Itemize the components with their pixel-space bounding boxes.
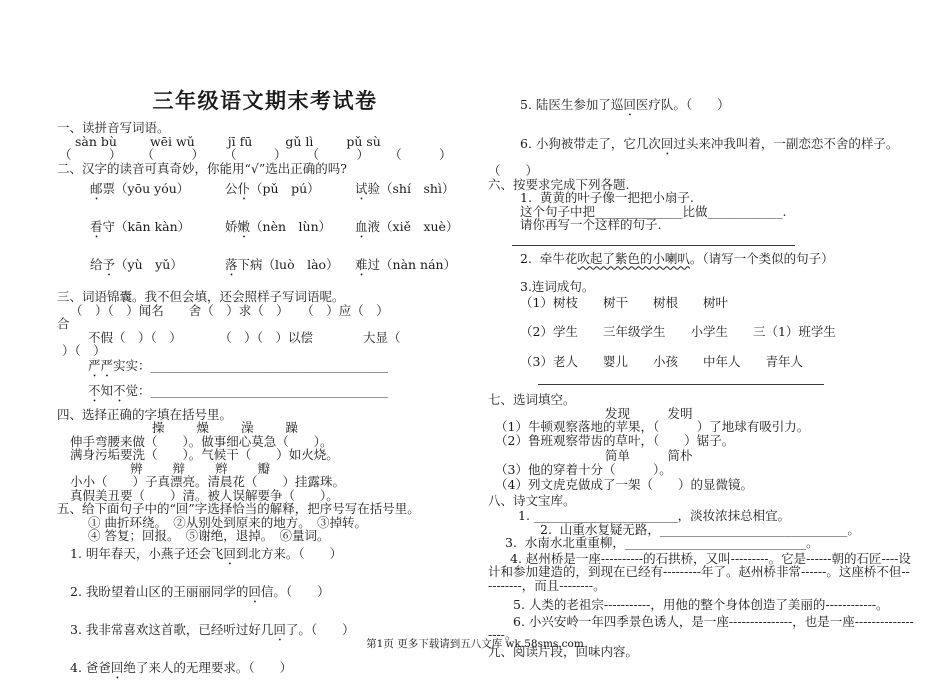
fill-sentence: （3）他的穿着十分（ ）。 [495,461,672,477]
wavy-underlined-text: 吹起了紫色的小喇叭 [577,250,690,266]
word-text: （pǔ pú） [250,181,320,196]
sentence-text: 5. 陆医生参加了巡 [520,97,624,112]
definitions-line: ① 曲折环绕。 ②从别处到原来的地方。 ③掉转。 [88,514,367,530]
answer-bracket: （ ） [389,147,452,162]
answer-bracket: （ ） [59,147,122,162]
poem-fill-line: 1. _______________________，淡妆浓抹总相宜。 [518,508,791,523]
word-choice [355,181,473,203]
right-column [488,97,914,658]
word-choice [355,257,473,279]
answer-bracket-line: （ ） [488,163,539,178]
poem-fill-line: 2. 山重水复疑无路，______________________________。 [540,521,860,537]
pinyin-word: wēi wǔ [149,133,195,149]
section2-header: 二、汉字的读音可真奇妙，你能用“√”选出正确的吗? [57,160,347,176]
word-text: 守（kān kàn） [102,219,191,234]
pattern-word-line [57,358,473,380]
dotted-char: 不 [113,382,126,398]
word-choice [225,219,355,241]
sentence-text: 2. 牵牛花 [520,250,578,266]
dotted-char: 血 [355,219,368,234]
candidate-char: 澡 [241,420,254,435]
word-text: （yù yǔ） [115,257,183,272]
pinyin-choice-row [57,257,473,279]
option-words: 发现 发明 [605,405,693,421]
dotted-char: 予 [102,257,116,272]
word-text: 验（shí shì） [367,181,455,196]
idiom-fill-line: （ ）（ ）闻名 舍（ ）求（ ） （ ）应（ ） [70,302,389,318]
word-group-line: （1）树枝 树干 树根 树叶 [520,294,728,310]
candidate-char: 辫 [215,460,228,476]
write-blank: ______________________________________ [150,382,389,398]
prompt-line: 请你再写一个这样的句子. [520,217,662,232]
section1-bracket-row [57,148,473,162]
answer-bracket: （ ） [141,147,205,162]
section5-header: 五、给下面句子中的“回”字选择恰当的解释，把序号写在括号里。 [57,501,420,516]
poem-fill-line: 3. 水南水北重重柳，_____________________________。 [505,535,819,550]
passage-fill-paragraph: 4. 赵州桥是一座----------的石拱桥，又叫---------。它是------朝的石匠----设计和参加建造的，到现在已经有---------年了。赵州桥非常------。这座桥不但----------，而且--------。 [488,550,911,593]
sentence-text: 到北方来。（ ） [235,545,343,561]
dotted-char: 回 [273,621,286,637]
word-group-line: （2）学生 三年级学生 小学生 三（1）班学生 [520,324,836,339]
fill-sentence: （4）列文虎克做成了一架（ ）的显微镜。 [495,477,753,492]
fill-sentence: （1）牛顿观察落地的苹果，（ ）了地球有吸引力。 [495,419,810,434]
pinyin-word: gǔ lì [285,133,314,149]
fill-sentence: 真假美丑要（ ）清。被人误解要争（ ）。 [70,487,339,503]
sentence-item [488,136,914,158]
word-choice [225,257,355,279]
fill-sentence: 这个句子中把______________比做____________. [520,203,787,219]
sentence-text: 绝了来人的无理要求。（ ） [123,659,293,675]
example-sentence: 1. 黄黄的叶子像一把把小扇子. [520,190,694,205]
candidate-char: 操 [152,420,165,435]
fill-sentence: 伸手弯腰来做（ ）。做事细心莫急（ ）。 [70,433,333,449]
word-choice [90,219,225,241]
section7-header: 七、选词填空。 [488,392,576,407]
idiom-wrap-brackets: ）（ ） [62,343,106,358]
sentence-text: 过头来冲我叫着，一副恋恋不舍的样子。 [673,136,899,151]
dotted-char: 仆 [237,181,251,196]
word-text: 下病（luò lào） [237,257,339,272]
dotted-char: 严严 [88,357,114,373]
section3-header: 三、词语锦囊。我不但会填，还会照样子写词语呢。 [57,289,345,304]
page-footer: 第1页 更多下载请到五八文库 wk.58sms.com [366,638,584,650]
pinyin-word: sàn bù [75,133,117,149]
sentence-item [57,546,473,568]
dotted-char: 不 [88,382,101,398]
sentence-text: 2. 我盼望着山区的王丽丽同学的 [70,583,249,599]
section1-header: 一、读拼音写词语。 [57,120,170,135]
dotted-char: 回 [110,659,124,675]
write-blank: ______________________________________ [150,357,389,373]
word-text: 知 [100,382,114,398]
word-text: 娇 [225,219,238,234]
candidate-char: 燥 [196,420,210,435]
word-text: 票（yōu yóu） [102,181,190,196]
dotted-char: 嫩 [237,219,251,234]
word-text: 液（xiě xuè） [367,219,459,234]
word-text: （nèn lùn） [250,219,332,234]
pinyin-word: jī fū [227,133,253,149]
dotted-char: 落 [225,257,238,272]
definitions-line: ④ 答复；回报。 ⑤谢绝，退掉。 ⑥量词。 [88,528,330,543]
word-choice [90,181,225,203]
pinyin-choice-row [57,219,473,241]
candidate-char: 辩 [172,460,186,476]
pinyin-choice-row [57,181,473,203]
answer-bracket: （ ） [224,147,287,162]
sentence-text: 6. 小狗被带走了，它几次 [520,136,661,151]
dotted-char: 回 [248,583,261,599]
word-text: 过（nàn nán） [367,257,457,272]
fill-sentence: 满身污垢要洗（ ）。气候干（ ）如火烧。 [70,447,339,462]
sentence-text: 1. 明年春天，小燕子还会飞 [70,545,224,561]
sentence-item [57,660,473,682]
passage-fill-paragraph: 5. 人类的老祖宗-----------，用他的整个身体创造了美丽的------------。 [513,597,889,612]
word-text: 觉： [125,382,151,398]
section6-header: 六、按要求完成下列各题. [488,176,630,192]
sentence-text: 医疗队。（ ） [635,97,730,112]
answer-line [538,384,824,385]
fill-sentence: （2）鲁班观察带齿的草叶，（ ）锯子。 [495,432,735,448]
dotted-char: 回 [223,545,236,561]
sentence-text: 4. 爸爸 [70,659,111,675]
pattern-word-line [57,383,473,405]
subquestion-header: 3.连词成句。 [520,279,595,294]
candidate-char: 辨 [130,460,143,476]
dotted-char: 回 [660,136,674,151]
idiom-fill-line: 不假（ ）（ ） （ ）（ ）以偿 大显（ [88,329,401,345]
sentence-text: 信。（ ） [260,583,330,599]
dotted-char: 邮 [90,181,103,196]
sentence-text: 了。（ ） [285,621,355,637]
section1-pinyin-row [57,135,473,149]
section8-header: 八、诗文宝库。 [488,492,576,508]
section9-header: 九、阅读片段，回味内容。 [488,643,639,659]
candidate-char: 瓣 [257,460,271,476]
answer-line [512,245,795,246]
word-group-line: （3）老人 婴儿 小孩 中年人 青年人 [520,353,803,369]
dotted-char: 看 [90,219,103,234]
candidate-chars-row [57,421,473,435]
sentence-text: 3. 我非常喜欢这首歌，已经听过好几 [70,621,274,637]
example-sentence [488,252,914,266]
dotted-char: 回 [623,97,636,112]
idiom-wrap-char: 合 [57,316,70,331]
word-choice [225,181,355,203]
word-choice [355,219,473,241]
candidate-char: 躁 [285,420,299,435]
word-text: 公 [225,181,238,196]
word-choice [90,257,225,279]
sentence-item [57,584,473,606]
passage-fill-paragraph: 6. 小兴安岭一年四季景色诱人，是一座---------------，也是一座------------------。 [488,613,914,642]
fill-sentence: 小小（ ）子真漂亮。清晨花（ ）挂露珠。 [70,474,346,489]
dotted-char: 难 [355,257,368,272]
candidate-chars-row [57,462,473,476]
dotted-char: 试 [355,181,368,196]
option-words: 简单 简朴 [605,448,693,463]
word-text: 实实： [113,357,151,373]
word-text: 给 [90,257,103,272]
answer-bracket: （ ） [306,147,370,162]
sentence-item [488,97,914,119]
sentence-text: 。（请写一个类似的句子） [689,250,834,266]
left-column [57,88,473,682]
page-title: 三年级语文期末考试卷 [152,88,378,113]
section4-header: 四、选择正确的字填在括号里。 [57,406,233,422]
pinyin-word: pǔ sù [346,133,381,149]
